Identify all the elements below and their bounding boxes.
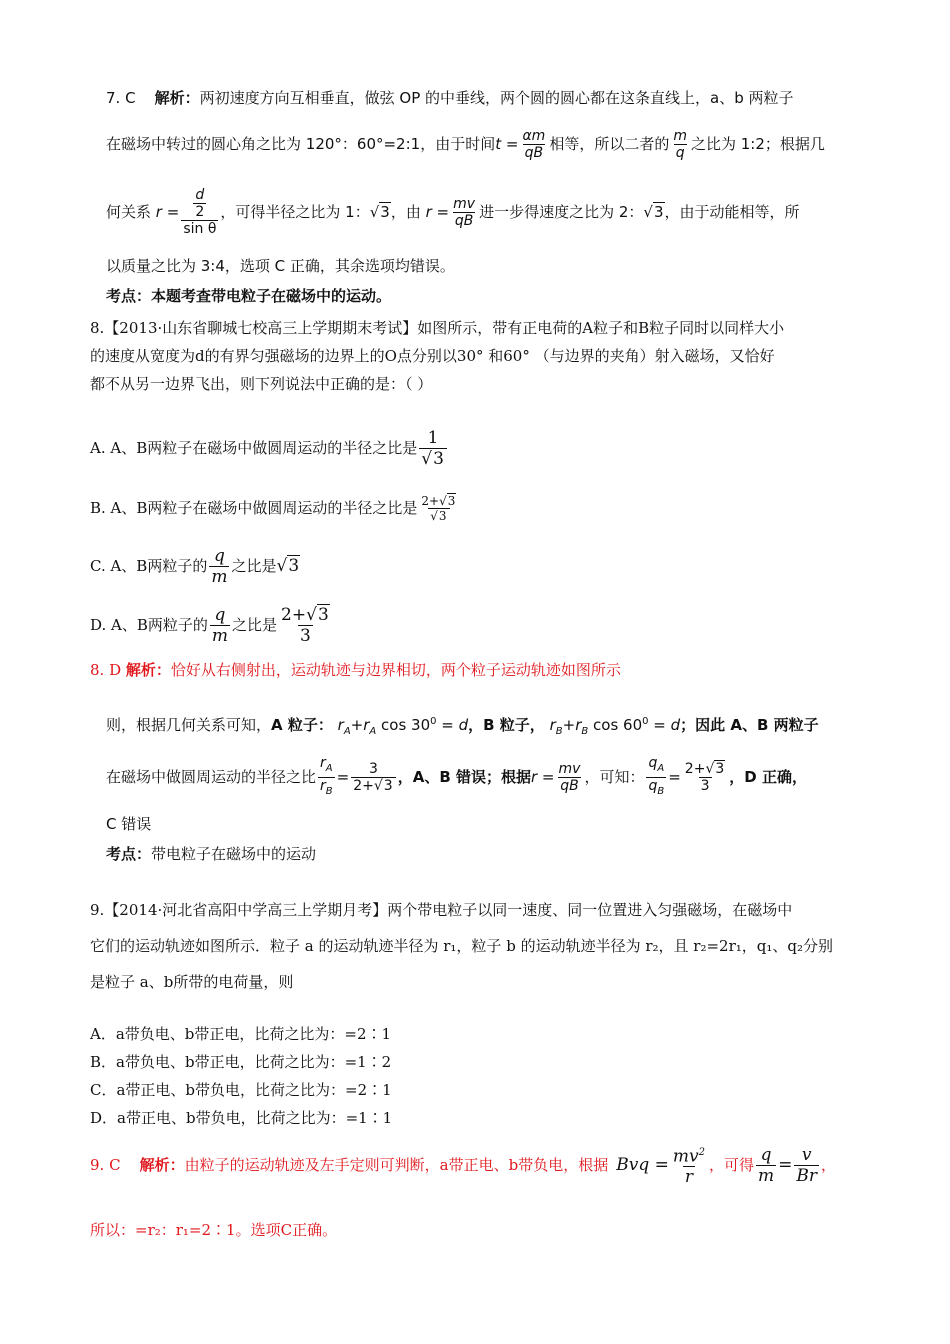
q9-analysis-text: 由粒子的运动轨迹及左手定则可判断，a带正电、b带负电，根据: [184, 1156, 609, 1174]
q7-time-fraction: $\frac{\alpha m}{qB}$: [522, 127, 546, 161]
q7-text-3e: ，由于动能相等，所: [664, 203, 800, 221]
q9-stem-line3: 是粒子 a、b所带的电荷量，则: [90, 973, 294, 991]
q7-text-2a: 在磁场中转过的圆心角之比为 120°：60°=2:1，由于时间: [106, 135, 496, 153]
q7-text-2c: 之比为 1:2；根据几: [690, 135, 825, 153]
q9-answer-number: 9. C: [90, 1156, 121, 1174]
q8-analysis-text: 恰好从右侧射出，运动轨迹与边界相切，两个粒子运动轨迹如图所示: [170, 661, 621, 679]
q9-analysis-label: 解析：: [139, 1156, 185, 1174]
q7-m-over-q-fraction: $\frac{m}{q}$: [673, 127, 687, 161]
q8-keypoint-text: 带电粒子在磁场中的运动: [151, 845, 317, 863]
q7-keypoint-label: 考点：: [106, 287, 152, 305]
q9-formula-ratio: $\frac{q}{m}$ = $\frac{v}{Br}$: [757, 1144, 817, 1186]
q9-option-c: C．a带正电、b带负电，比荷之比为：=2∶1: [90, 1081, 392, 1099]
q8-answer-number: 8. D: [90, 661, 122, 679]
q8-option-b: B. A、B两粒子在磁场中做圆周运动的半径之比是 $\frac{2+√3}{√3}$: [90, 493, 456, 523]
q8-stem-line1: 8.【2013·山东省聊城七校高三上学期期末考试】如图所示，带有正电荷的A粒子和B粒子同时以同样大小: [90, 319, 785, 337]
q9-option-b: B．a带负电、b带正电，比荷之比为：=1∶2: [90, 1053, 392, 1071]
q7-mv-fraction: $\frac{mv}{qB}$: [453, 195, 476, 229]
q8-option-a: A. A、B两粒子在磁场中做圆周运动的半径之比是 $\frac{1}{√3}$: [90, 424, 449, 472]
q7-text-2b: 相等，所以二者的: [549, 135, 670, 153]
q7-text-1: 两初速度方向互相垂直，做弦 OP 的中垂线，两个圆的圆心都在这条直线上，a、b 两粒子: [199, 89, 794, 107]
q7-line4: 以质量之比为 3:4，选项 C 正确，其余选项均错误。: [106, 257, 455, 275]
q9-stem-line1: 9.【2014·河北省高阳中学高三上学期月考】两个带电粒子以同一速度、同一位置进入匀强磁场，在磁场中: [90, 901, 793, 919]
q8-analysis-label: 解析：: [125, 661, 171, 679]
q7-line3: 何关系 r = d 2 sin θ ，可得半径之比为 1： √3 ，由 r = $\frac{mv}{qB}$ 进一步得速度之比为 2： √3 ，由于动能相等，所: [106, 187, 800, 237]
q7-line1: [106, 88, 794, 108]
q8-stem-line3: 都不从另一边界飞出，则下列说法中正确的是：（ ）: [90, 375, 433, 393]
q7-text-3c: ，由: [390, 203, 421, 221]
q8-solution-line2: 在磁场中做圆周运动的半径之比 $\frac{r_A}{r_B}$ = $\frac{3}{2+√3}$ ，A、B 错误；根据 r = $\frac{mv}{qB}$ ，可知： $\frac{q_A}{q_B}$ = $\frac{2+√3}{3}$ ，D 正确，: [106, 752, 807, 802]
q7-keypoint: [106, 286, 391, 306]
q8-solution-line1: 则，根据几何关系可知，A 粒子： $r_A+r_A$ $\cos 30^0 = d$，B 粒子， $r_B+r_B$ $\cos 60^0 = d$；因此 A、B 两粒子: [106, 716, 819, 737]
q7-keypoint-text: 本题考查带电粒子在磁场中的运动。: [151, 287, 392, 305]
q8-option-d: D. A、B两粒子的 $\frac{q}{m}$ 之比是 $\frac{2+√3}{3}$: [90, 604, 329, 646]
q7-text-3d: 进一步得速度之比为 2：: [479, 203, 644, 221]
q8-stem-line2: 的速度从宽度为d的有界匀强磁场的边界上的O点分别以30° 和60° （与边界的夹角）射入磁场，又恰好: [90, 347, 775, 365]
q8-keypoint: [106, 844, 316, 864]
q8-keypoint-label: 考点：: [106, 845, 152, 863]
q7-analysis-label: 解析：: [154, 89, 200, 107]
q8-answer-line: [90, 660, 621, 680]
q9-formula-bvq: Bvq = $\frac{mv^2}{r}$: [616, 1146, 705, 1188]
q8-option-c: C. A、B两粒子的 $\frac{q}{m}$ 之比是 √3: [90, 545, 300, 587]
q7-answer-number: 7. C: [106, 89, 136, 107]
q9-stem-line2: 它们的运动轨迹如图所示．粒子 a 的运动轨迹半径为 r₁，粒子 b 的运动轨迹半径为 r₂，且 r₂=2r₁，q₁、q₂分别: [90, 937, 834, 955]
q7-radius-fraction: d 2 sin θ: [183, 187, 217, 237]
q9-option-a: A．a带负电、b带正电，比荷之比为：=2∶1: [90, 1025, 392, 1043]
q7-line2: 在磁场中转过的圆心角之比为 120°：60°=2:1，由于时间 t = $\frac{\alpha m}{qB}$ 相等，所以二者的 $\frac{m}{q}$ 之比为 1:2；根据几: [106, 127, 825, 161]
q9-answer-line: 9. C 解析： 由粒子的运动轨迹及左手定则可判断，a带正电、b带负电，根据 Bvq = $\frac{mv^2}{r}$ ，可得 $\frac{q}{m}$ = $\frac{v}{Br}$ ，: [90, 1144, 836, 1188]
q9-option-d: D．a带正电、b带负电，比荷之比为：=1∶1: [90, 1109, 393, 1127]
q8-solution-line3: C 错误: [106, 815, 152, 833]
q9-answer-line2: 所以：=r₂：r₁=2∶1。选项C正确。: [90, 1221, 338, 1239]
q7-text-3a: 何关系: [106, 203, 152, 221]
q7-text-3b: ，可得半径之比为 1：: [220, 203, 370, 221]
